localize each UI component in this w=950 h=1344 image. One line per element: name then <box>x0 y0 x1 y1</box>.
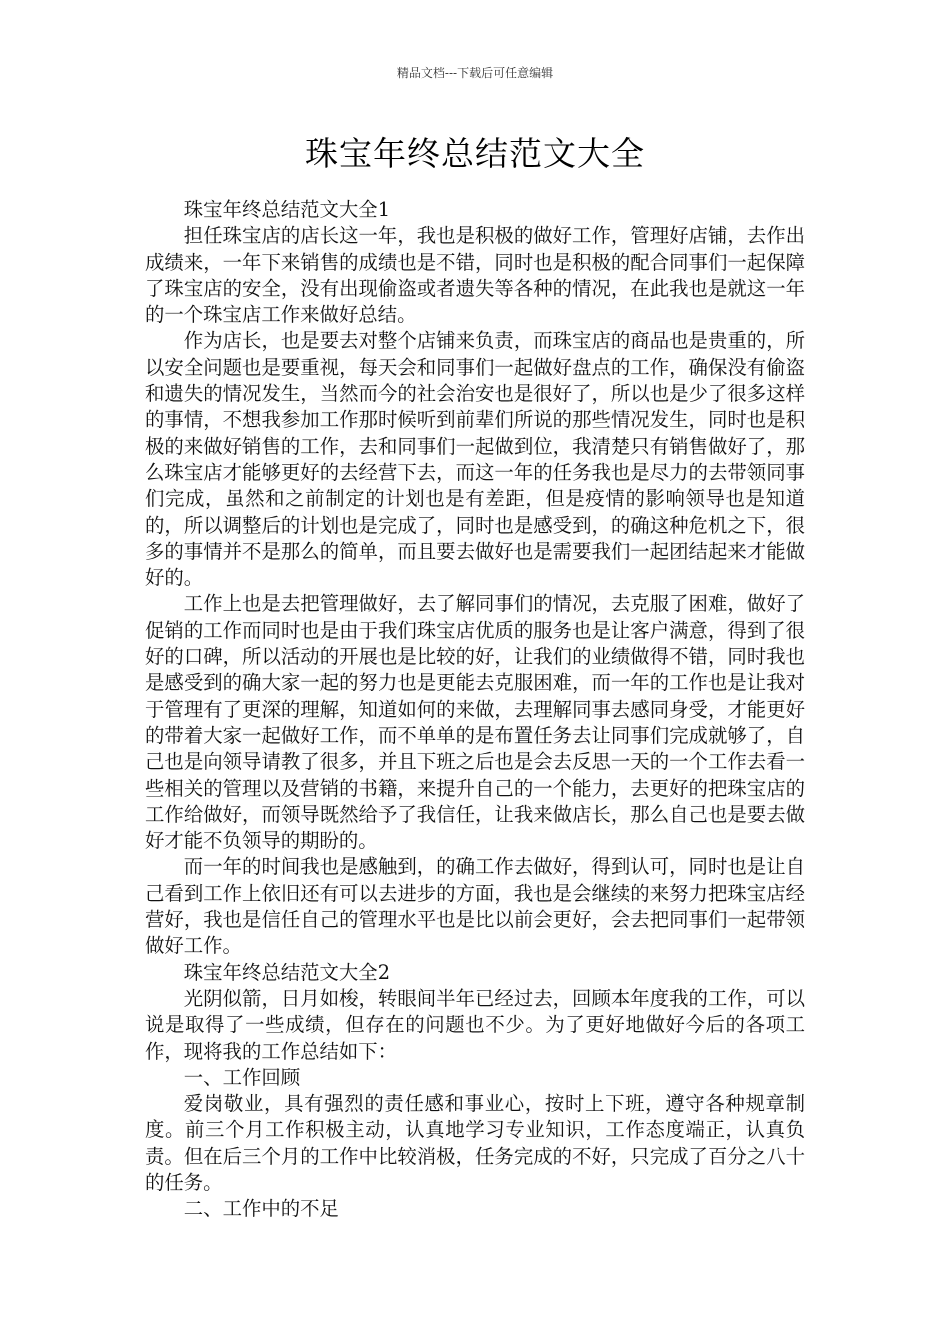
paragraph: 光阴似箭，日月如梭，转眼间半年已经过去，回顾本年度我的工作，可以说是取得了一些成绩，但存在的问题也不少。为了更好地做好今后的各项工作，现将我的工作总结如下： <box>145 986 805 1063</box>
subheading-shortcomings: 二、工作中的不足 <box>183 1197 339 1221</box>
paragraph: 作为店长，也是要去对整个店铺来负责，而珠宝店的商品也是贵重的，所以安全问题也是要重视，每天会和同事们一起做好盘点的工作，确保没有偷盗和遗失的情况发生，当然而今的社会治安也是很好了，所以也是少了很多这样的事情，不想我参加工作那时候听到前辈们所说的那些情况发生，同时也是积极的来做好销售的工作，去和同事们一起做到位，我清楚只有销售做好了，那么珠宝店才能够更好的去经营下去，而这一年的任务我也是尽力的去带领同事们完成，虽然和之前制定的计划也是有差距，但是疫情的影响领导也是知道的，所以调整后的计划也是完成了，同时也是感受到，的确这种危机之下，很多的事情并不是那么的简单，而且要去做好也是需要我们一起团结起来才能做好的。 <box>145 329 805 590</box>
paragraph: 而一年的时间我也是感触到，的确工作去做好，得到认可，同时也是让自己看到工作上依旧还有可以去进步的方面，我也是会继续的来努力把珠宝店经营好，我也是信任自己的管理水平也是比以前会更好，会去把同事们一起带领做好工作。 <box>145 855 805 958</box>
document-title: 珠宝年终总结范文大全 <box>305 134 645 173</box>
paragraph: 爱岗敬业，具有强烈的责任感和事业心，按时上下班，遵守各种规章制度。前三个月工作积极主动，认真地学习专业知识，工作态度端正，认真负责。但在后三个月的工作中比较消极，任务完成的不好，只完成了百分之八十的任务。 <box>145 1092 805 1194</box>
paragraph: 担任珠宝店的店长这一年，我也是积极的做好工作，管理好店铺，去作出成绩来，一年下来销售的成绩也是不错，同时也是积极的配合同事们一起保障了珠宝店的安全，没有出现偷盗或者遗失等各种的情况，在此我也是就这一年的一个珠宝店工作来做好总结。 <box>145 224 805 327</box>
section-heading-1: 珠宝年终总结范文大全1 <box>183 198 391 221</box>
section-heading-2: 珠宝年终总结范文大全2 <box>183 960 391 984</box>
paragraph: 工作上也是去把管理做好，去了解同事们的情况，去克服了困难，做好了促销的工作而同时也是由于我们珠宝店优质的服务也是让客户满意，得到了很好的口碑，所以活动的开展也是比较的好，让我们的业绩做得不错，同时我也是感受到的确大家一起的努力也是更能去克服困难，而一年的工作也是让我对于管理有了更深的理解，知道如何的来做，去理解同事去感同身受，才能更好的带着大家一起做好工作，而不单单的是布置任务去让同事们完成就够了，自己也是向领导请教了很多，并且下班之后也是会去反思一天的一个工作去看一些相关的管理以及营销的书籍，来提升自己的一个能力，去更好的把珠宝店的工作给做好，而领导既然给予了我信任，让我来做店长，那么自己也是要去做好才能不负领导的期盼的。 <box>145 592 805 853</box>
document-body <box>145 197 805 1223</box>
subheading-work-review: 一、工作回顾 <box>183 1065 301 1089</box>
page-header: 精品文档---下载后可任意编辑 <box>396 66 554 80</box>
